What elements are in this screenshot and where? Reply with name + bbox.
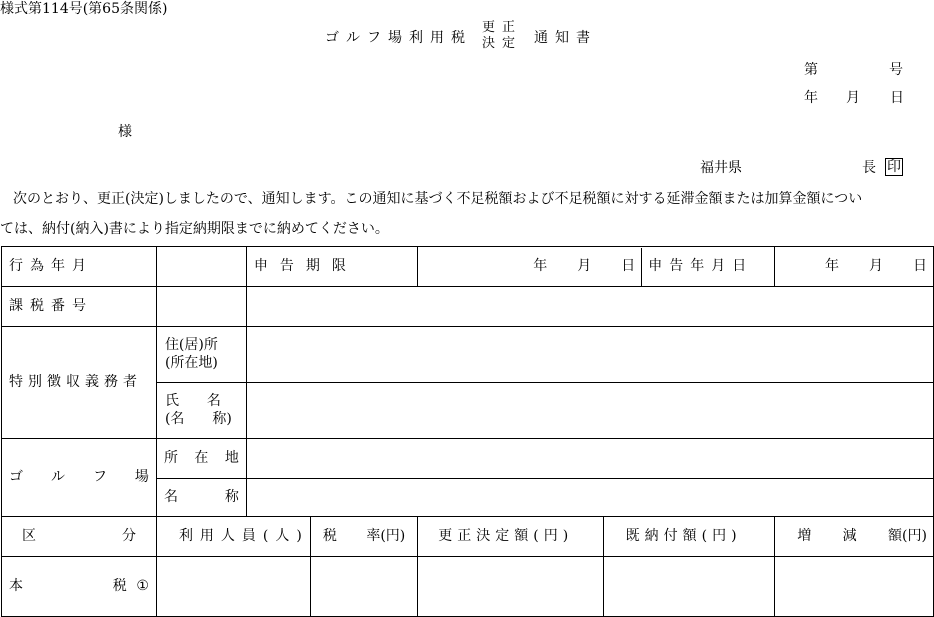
- title-stack-top: 更正: [482, 20, 523, 35]
- col-amount: 更正決定額(円): [418, 517, 603, 557]
- title-stack-bottom: 決定: [482, 36, 523, 51]
- act-date-label: 行為年月: [2, 247, 157, 287]
- filing-period-date: 年 月 日: [533, 257, 636, 274]
- tax-no-label: 課税番号: [2, 287, 157, 327]
- filing-period-value[interactable]: [418, 247, 775, 287]
- date-year: 年: [804, 90, 818, 106]
- title-stack: [482, 21, 522, 50]
- tax-no-blank: [246, 287, 933, 327]
- rate-value[interactable]: [310, 557, 417, 617]
- title-suffix: 通知書: [534, 30, 597, 46]
- col-rate: 税 率(円): [310, 517, 417, 557]
- address-label: 住(居)所 (所在地): [156, 327, 246, 383]
- form-number: 様式第114号(第65条関係): [0, 1, 168, 17]
- col-diff: 増 減 額(円): [775, 517, 934, 557]
- filing-date-value[interactable]: 年 月 日: [775, 247, 934, 287]
- col-users: 利用人員(人): [156, 517, 310, 557]
- collector-address-value[interactable]: [246, 327, 933, 383]
- location-label: 所 在 地: [156, 439, 246, 479]
- tax-no-value[interactable]: [156, 287, 246, 327]
- golf-course-label: ゴ ル フ 場: [2, 439, 157, 517]
- body-line-1: 次のとおり、更正(決定)しましたので、通知します。この通知に基づく不足税額および不足税額に対する延滞金額または加算金額につい: [13, 191, 863, 207]
- paid-value[interactable]: [603, 557, 775, 617]
- doc-no-suffix: 号: [889, 62, 903, 78]
- table-row: [2, 439, 934, 479]
- amount-value[interactable]: [418, 557, 603, 617]
- date-day: 日: [890, 90, 904, 106]
- table-row: [2, 557, 934, 617]
- notice-table: [1, 246, 934, 617]
- table-row: [2, 287, 934, 327]
- course-name-label: 名 称: [156, 479, 246, 517]
- act-date-value[interactable]: [156, 247, 246, 287]
- seal-mark: 印: [887, 159, 901, 175]
- addressee-suffix: 様: [118, 124, 132, 140]
- golf-name-value[interactable]: [246, 479, 933, 517]
- table-row: [2, 327, 934, 383]
- doc-no-label: 第: [804, 62, 818, 78]
- issuer: 福井県: [700, 160, 742, 176]
- name-label: 氏 名 (名 称): [156, 383, 246, 439]
- date-month: 月: [846, 90, 860, 106]
- col-paid: 既納付額(円): [603, 517, 775, 557]
- chief-label: 長: [862, 160, 876, 176]
- diff-value[interactable]: [775, 557, 934, 617]
- collector-label: 特別徴収義務者: [2, 327, 157, 439]
- golf-location-value[interactable]: [246, 439, 933, 479]
- collector-name-value[interactable]: [246, 383, 933, 439]
- table-row: [2, 517, 934, 557]
- col-category: 区 分: [2, 517, 157, 557]
- table-row: [2, 247, 934, 287]
- filing-date-label: 申告年月日: [641, 248, 774, 286]
- title-prefix: ゴルフ場利用税: [325, 30, 472, 46]
- users-value[interactable]: [156, 557, 310, 617]
- body-line-2: ては、納付(納入)書により指定納期限までに納めてください。: [0, 221, 389, 237]
- filing-period-label: 申告期限: [246, 247, 417, 287]
- row-main-tax-label: 本 税 ①: [2, 557, 157, 617]
